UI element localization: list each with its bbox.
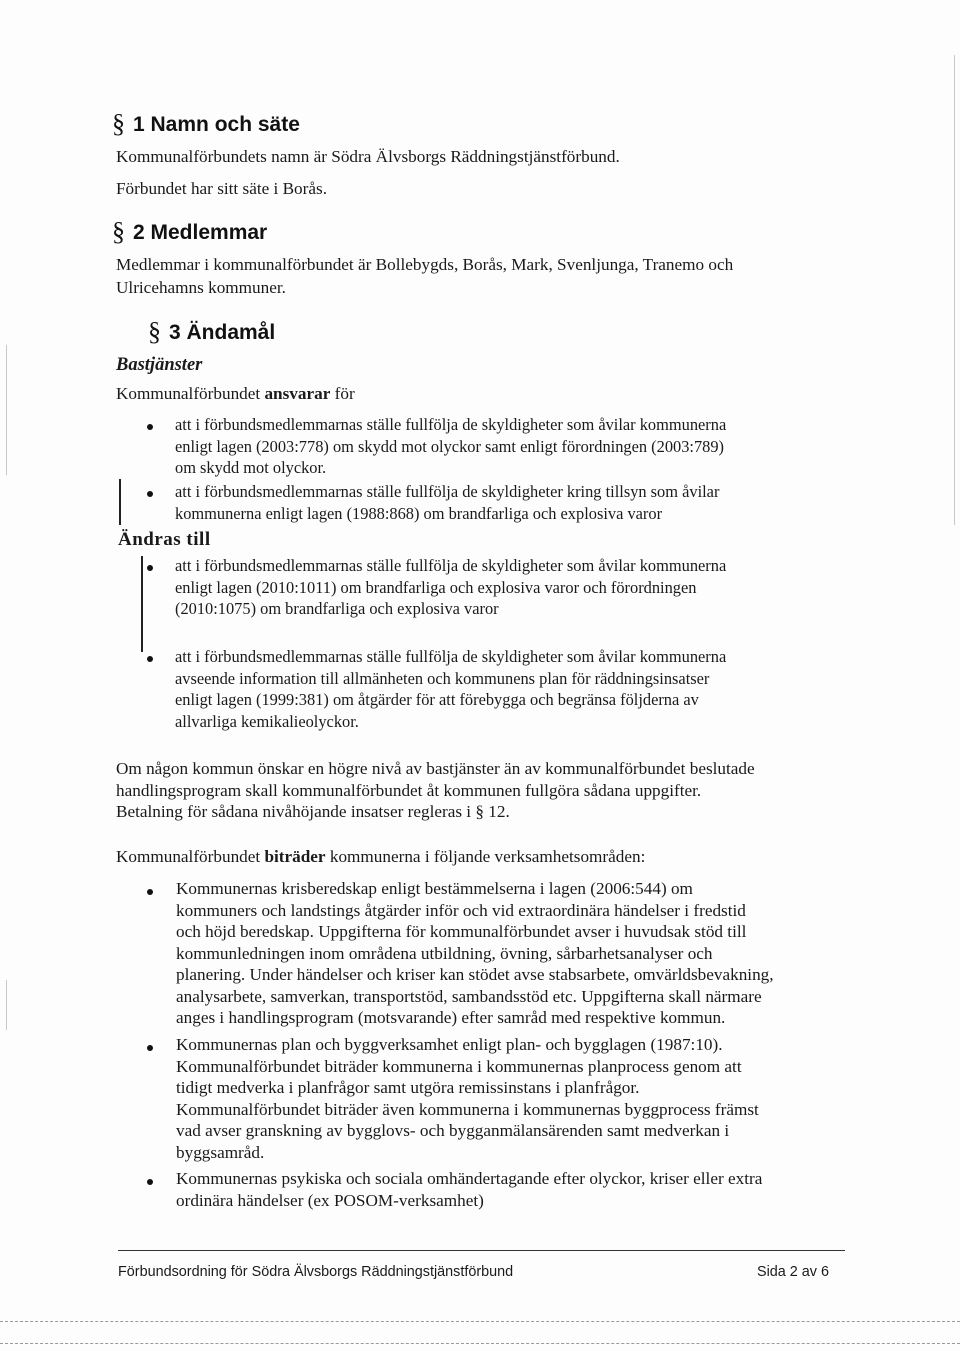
bitrader-intro-bold: biträder	[264, 847, 326, 866]
list-item-4-line-3: enligt lagen (1999:381) om åtgärder för att förebygga och begränsa följderna av	[175, 690, 699, 709]
section-2-title: 2 Medlemmar	[133, 221, 268, 244]
scan-artifact-line	[0, 1343, 960, 1344]
section-3-heading	[148, 316, 275, 346]
bullet-icon	[147, 1179, 153, 1185]
section-3-title: 3 Ändamål	[169, 321, 276, 344]
list-item-4-line-4: allvarliga kemikalieolyckor.	[175, 711, 359, 731]
change-bar	[119, 479, 121, 525]
ansvarar-intro	[116, 383, 355, 405]
bitrader-intro-pre: Kommunalförbundet	[116, 847, 261, 866]
list-item-1-line-2: enligt lagen (2003:778) om skydd mot olyckor samt enligt förordningen (2003:789)	[175, 436, 724, 456]
section-1-line-2: Förbundet har sitt säte i Borås.	[116, 179, 327, 198]
list-item-5-line-3: och höjd beredskap. Uppgifterna för kommunalförbundet avser i huvudsak stöd till	[176, 922, 747, 941]
list-item-2	[175, 481, 719, 524]
list-item-3	[175, 555, 726, 620]
list-item-4-line-2: avseende information till allmänheten och kommunens plan för räddningsinsatser	[175, 668, 710, 688]
bullet-icon	[147, 1045, 153, 1051]
list-item-3-line-1: att i förbundsmedlemmarnas ställe fullfölja de skyldigheter som åvilar kommunerna	[175, 556, 727, 575]
list-item-6-line-3: tidigt medverka i planfrågor samt utgöra remissinstans i planfrågor.	[176, 1078, 640, 1097]
section-1-heading	[112, 108, 300, 138]
section-sign: §	[112, 217, 125, 246]
section-2-line-2: Ulricehamns kommuner.	[116, 278, 286, 297]
list-item-5-line-1: Kommunernas krisberedskap enligt bestämmelserna i lagen (2006:544) om	[176, 879, 693, 898]
footer-page-number: Sida 2 av 6	[757, 1264, 830, 1280]
list-item-5	[176, 878, 774, 1029]
list-item-6-line-2: Kommunalförbundet biträder kommunerna i kommunernas planprocess genom att	[176, 1056, 742, 1076]
list-item-6-line-1: Kommunernas plan och byggverksamhet enligt plan- och bygglagen (1987:10).	[176, 1035, 723, 1054]
bullet-icon	[147, 565, 153, 571]
ansvarar-intro-bold: ansvarar	[264, 384, 331, 403]
section-2-line-1: Medlemmar i kommunalförbundet är Bollebygds, Borås, Mark, Svenljunga, Tranemo och	[116, 255, 734, 274]
list-item-4	[175, 646, 726, 732]
list-item-1	[175, 414, 726, 479]
list-item-5-line-6: analysarbete, samverkan, transportstöd, sambandsstöd etc. Uppgifterna skall närmare	[176, 986, 762, 1006]
list-item-6-line-4: Kommunalförbundet biträder även kommunerna i kommunernas byggprocess främst	[176, 1099, 759, 1119]
ansvarar-intro-pre: Kommunalförbundet	[116, 384, 261, 403]
ansvarar-intro-post: för	[334, 384, 355, 403]
section-1-title: 1 Namn och säte	[133, 113, 300, 136]
list-item-5-line-7: anges i handlingsprogram (motsvarande) efter samråd med respektive kommun.	[176, 1008, 726, 1027]
paragraph-line-3: Betalning för sådana nivåhöjande insatser regleras i § 12.	[116, 802, 510, 821]
list-item-3-line-2: enligt lagen (2010:1011) om brandfarliga och explosiva varor och förordningen	[175, 577, 697, 597]
bitrader-intro-post: kommunerna i följande verksamhetsområden:	[329, 847, 646, 866]
bitrader-intro	[116, 846, 645, 868]
footer-rule	[118, 1250, 845, 1251]
list-item-6	[176, 1034, 759, 1163]
paragraph-higher-level	[116, 758, 755, 823]
paragraph-line-2: handlingsprogram skall kommunalförbundet åt kommunen fullgöra sådana uppgifter.	[116, 780, 702, 800]
change-bar	[141, 556, 143, 652]
bullet-icon	[147, 491, 153, 497]
list-item-6-line-5: vad avser granskning av bygglovs- och bygganmälansärenden samt medverkan i	[176, 1121, 730, 1140]
list-item-2-line-2: kommunerna enligt lagen (1988:868) om brandfarliga och explosiva varor	[175, 503, 663, 523]
scan-edge-right	[954, 55, 955, 525]
section-sign: §	[112, 109, 125, 138]
bullet-icon	[147, 889, 153, 895]
bullet-icon	[147, 424, 153, 430]
section-sign: §	[148, 317, 161, 346]
list-item-7	[176, 1168, 762, 1211]
list-item-5-line-5: planering. Under händelser och kriser kan stödet avse stabsarbete, omvärldsbevakning,	[176, 965, 774, 984]
scan-edge-left	[6, 345, 7, 475]
list-item-7-line-2: ordinära händelser (ex POSOM-verksamhet)	[176, 1190, 484, 1210]
list-item-7-line-1: Kommunernas psykiska och sociala omhändertagande efter olyckor, kriser eller extra	[176, 1169, 763, 1188]
list-item-1-line-1: att i förbundsmedlemmarnas ställe fullfölja de skyldigheter som åvilar kommunerna	[175, 415, 727, 434]
list-item-1-line-3: om skydd mot olyckor.	[175, 458, 327, 477]
section-1-line-1: Kommunalförbundets namn är Södra Älvsborgs Räddningstjänstförbund.	[116, 147, 620, 166]
amendment-heading: Ändras till	[118, 529, 211, 550]
bastjanster-subheading: Bastjänster	[116, 355, 203, 375]
scan-edge-left-2	[6, 980, 7, 1030]
paragraph-line-1: Om någon kommun önskar en högre nivå av bastjänster än av kommunalförbundet beslutade	[116, 759, 755, 778]
list-item-5-line-4: kommunledningen inom områdena utbildning, övning, sårbarhetsanalyser och	[176, 943, 713, 963]
list-item-5-line-2: kommuners och landstings åtgärder inför och vid extraordinära händelser i fredstid	[176, 900, 746, 920]
list-item-6-line-6: byggsamråd.	[176, 1142, 265, 1162]
footer-title: Förbundsordning för Södra Älvsborgs Räddningstjänstförbund	[118, 1264, 514, 1280]
section-2-heading	[112, 216, 267, 246]
list-item-3-line-3: (2010:1075) om brandfarliga och explosiva varor	[175, 599, 499, 618]
bullet-icon	[147, 656, 153, 662]
list-item-2-line-1: att i förbundsmedlemmarnas ställe fullfölja de skyldigheter kring tillsyn som åvilar	[175, 482, 720, 501]
scan-artifact-line	[0, 1321, 960, 1322]
list-item-4-line-1: att i förbundsmedlemmarnas ställe fullfölja de skyldigheter som åvilar kommunerna	[175, 647, 727, 666]
